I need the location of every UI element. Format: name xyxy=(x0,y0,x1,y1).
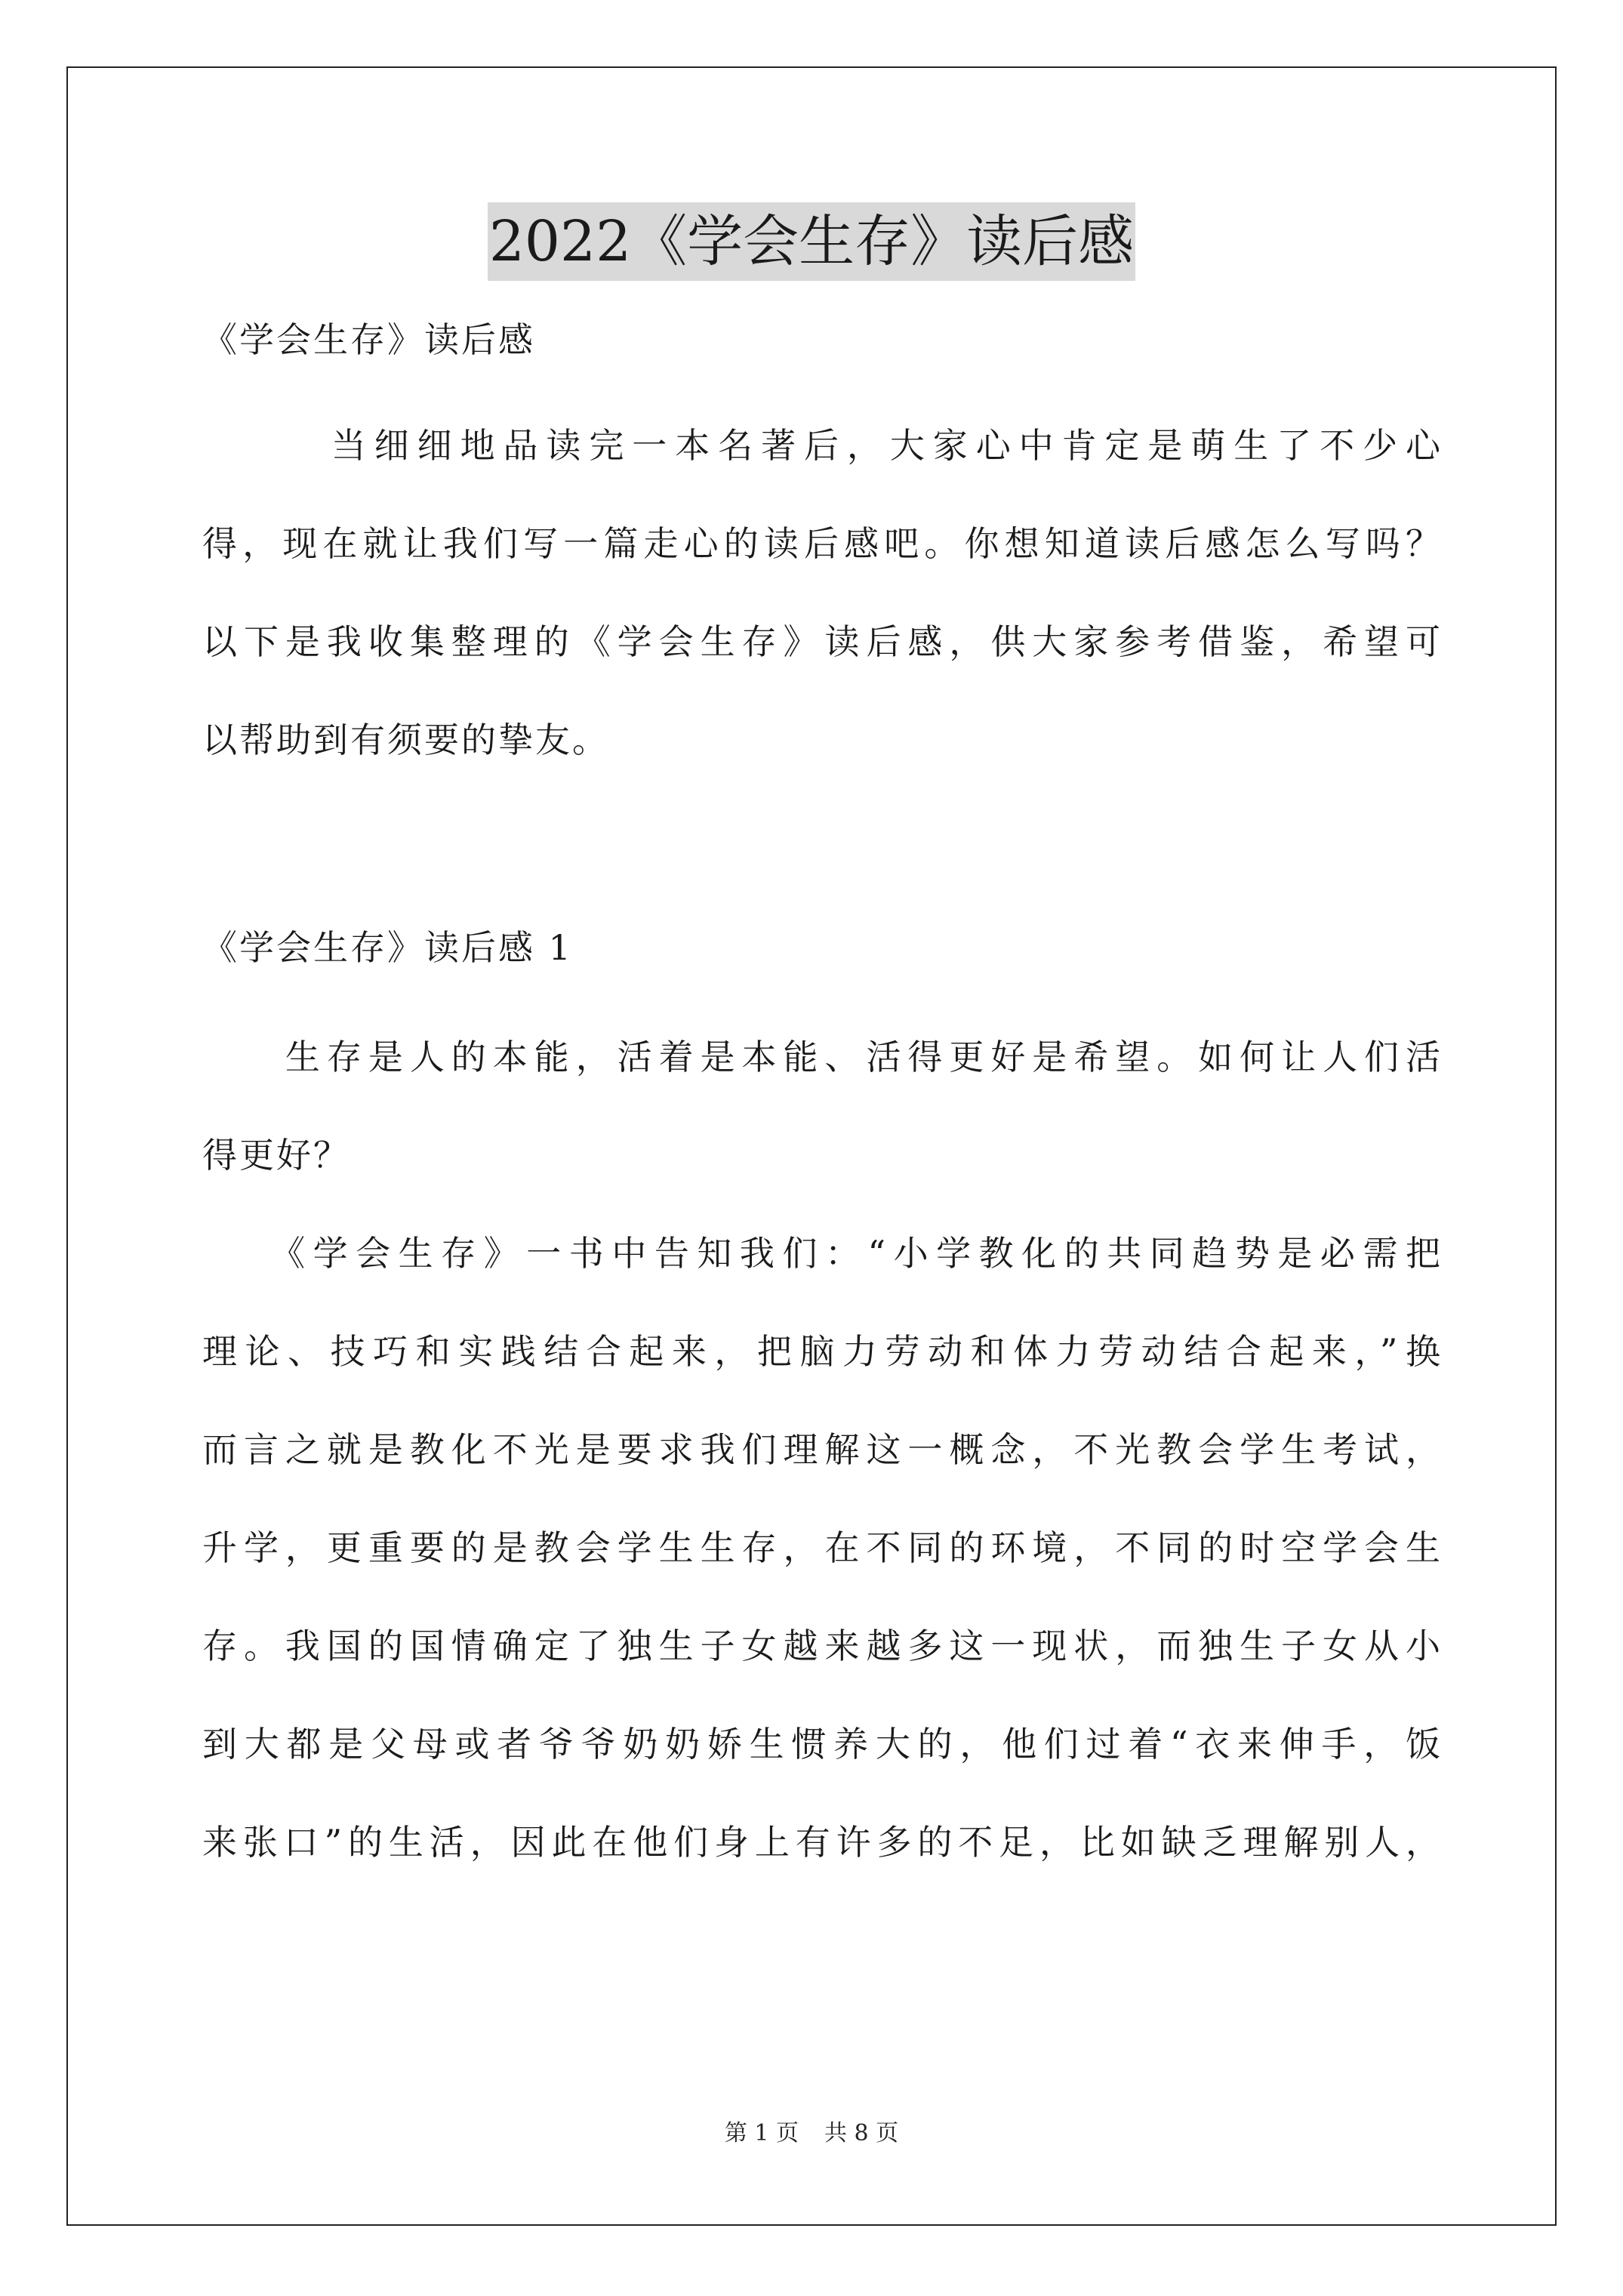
body-line: 升学，更重要的是教会学生生存，在不同的环境，不同的时空学会生 xyxy=(202,1527,1440,1568)
body-line: 而言之就是教化不光是要求我们理解这一概念，不光教会学生考试， xyxy=(202,1429,1440,1470)
section-heading: 《学会生存》读后感 1 xyxy=(202,927,573,968)
body-line: 理论、技巧和实践结合起来，把脑力劳动和体力劳动结合起来，”换 xyxy=(202,1331,1440,1372)
body-line: 《学会生存》一书中告知我们：“小学教化的共同趋势是必需把 xyxy=(202,1233,1440,1274)
body-line: 以下是我收集整理的《学会生存》读后感，供大家参考借鉴，希望可 xyxy=(202,621,1440,662)
page-total: 共 8 页 xyxy=(824,2120,899,2147)
page-number: 第 1 页 xyxy=(724,2120,799,2147)
page-footer xyxy=(0,2119,1623,2149)
body-line: 到大都是父母或者爷爷奶奶娇生惯养大的，他们过着“衣来伸手，饭 xyxy=(202,1724,1440,1764)
body-line: 得，现在就让我们写一篇走心的读后感吧。你想知道读后感怎么写吗？ xyxy=(202,523,1440,564)
body-line: 当细细地品读完一本名著后，大家心中肯定是萌生了不少心 xyxy=(202,425,1440,466)
body-line: 存。我国的国情确定了独生子女越来越多这一现状，而独生子女从小 xyxy=(202,1626,1440,1666)
title-container xyxy=(0,202,1623,281)
body-line: 以帮助到有须要的挚友。 xyxy=(202,720,609,760)
section-heading: 《学会生存》读后感 xyxy=(202,319,535,360)
body-line: 得更好？ xyxy=(202,1135,350,1176)
body-line: 生存是人的本能，活着是本能、活得更好是希望。如何让人们活 xyxy=(202,1037,1440,1077)
document-title: 2022《学会生存》读后感 xyxy=(488,202,1135,281)
body-line: 来张口”的生活，因此在他们身上有许多的不足，比如缺乏理解别人， xyxy=(202,1822,1440,1863)
